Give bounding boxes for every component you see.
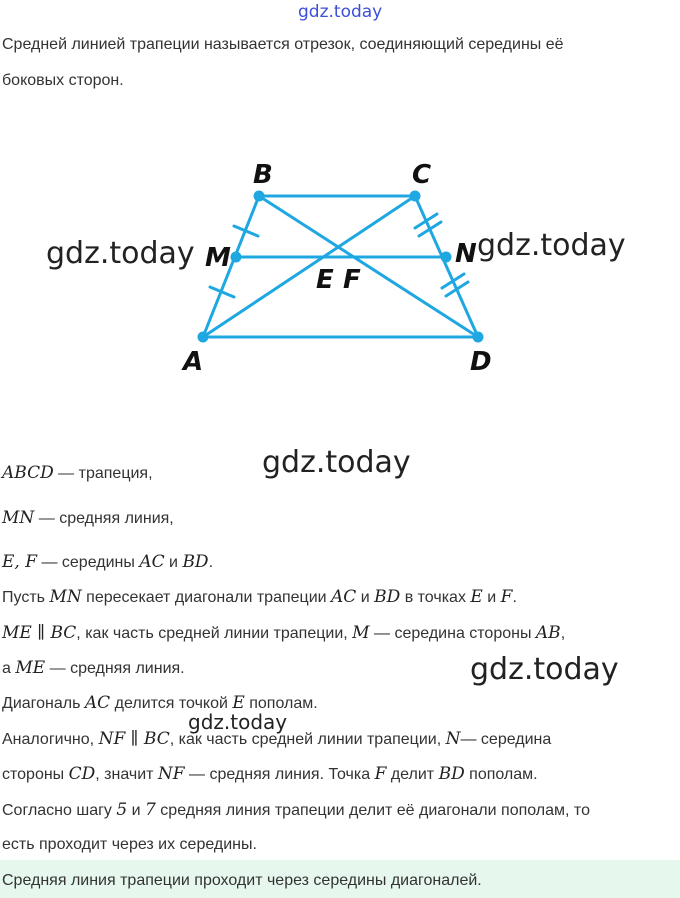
point-d [473, 332, 484, 343]
watermark-center: gdz.today [262, 445, 411, 480]
point-m [231, 252, 242, 263]
point-c [410, 191, 421, 202]
text-line-2: MN — средняя линия, [2, 508, 174, 528]
text-line-8: Аналогично, NF ∥ BC, как часть средней линии трапеции, N— середина [2, 729, 552, 749]
definition-line-1: Средней линией трапеции называется отрезок, соединяющий середины её [2, 36, 564, 53]
trapezoid-figure [0, 0, 680, 420]
label-d: D [470, 347, 492, 377]
label-e: E [316, 265, 334, 295]
watermark-mid-right: gdz.today [470, 652, 619, 687]
text-line-7: Диагональ AC делится точкой E пополам. [2, 693, 318, 713]
text-line-11: есть проходит через их середины. [2, 836, 257, 853]
label-b: B [253, 160, 273, 190]
text-line-9: стороны CD, значит NF — средняя линия. Точка F делит BD пополам. [2, 764, 538, 784]
label-c: C [412, 160, 432, 190]
conclusion-box [0, 860, 680, 898]
point-a [198, 332, 209, 343]
watermark-right: gdz.today [477, 228, 626, 263]
text-line-6: а ME — средняя линия. [2, 658, 185, 678]
label-f: F [343, 265, 361, 295]
definition-line-2: боковых сторон. [2, 72, 124, 89]
point-b [254, 191, 265, 202]
label-a: A [183, 347, 204, 377]
point-n [441, 252, 452, 263]
diagonal-ac [203, 196, 415, 337]
label-m: M [205, 243, 231, 273]
text-line-10: Согласно шагу 5 и 7 средняя линия трапеции делит её диагонали пополам, то [2, 800, 590, 820]
text-line-5: ME ∥ BC, как часть средней линии трапеции, M — середина стороны AB, [2, 623, 566, 643]
text-line-1: ABCD — трапеция, [2, 463, 153, 483]
text-line-4: Пусть MN пересекает диагонали трапеции AC и BD в точках E и F. [2, 587, 517, 607]
conclusion-text: Средняя линия трапеции проходит через середины диагоналей. [2, 872, 482, 889]
text-line-3: E, F — середины AC и BD. [2, 552, 214, 572]
watermark-top: gdz.today [298, 2, 383, 22]
label-n: N [455, 239, 477, 269]
watermark-left: gdz.today [46, 236, 195, 271]
watermark-small: gdz.today [188, 710, 288, 734]
